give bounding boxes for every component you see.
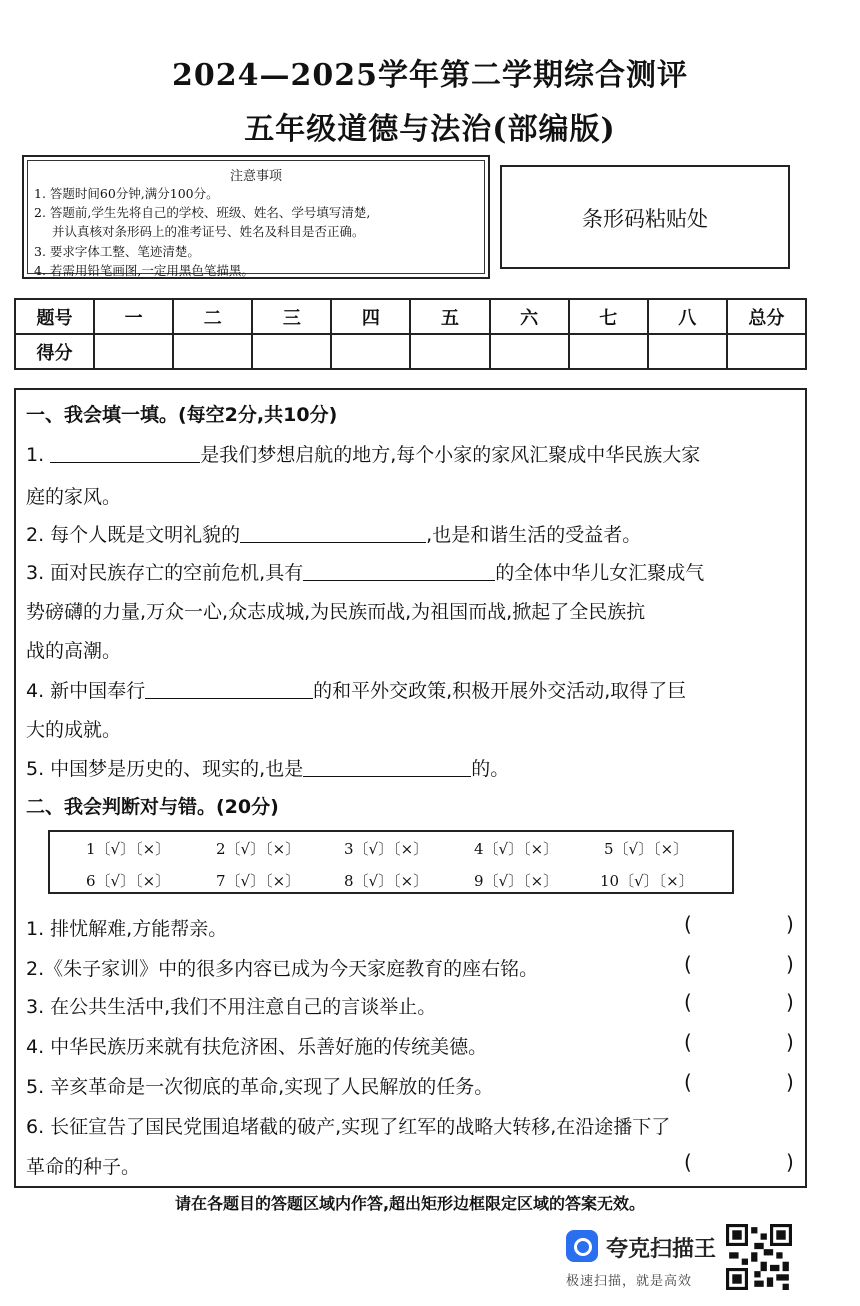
tf-paren-close: ): [786, 1070, 794, 1094]
score-col: 四: [331, 299, 410, 334]
watermark-brand: 夸克扫描王: [606, 1237, 717, 1262]
notice-box: [22, 155, 490, 279]
score-col: 总分: [727, 299, 806, 334]
footer-divider: [14, 1186, 807, 1188]
score-col: 一: [94, 299, 173, 334]
question-1-cont: 庭的家风。: [26, 486, 122, 508]
notice-line: 并认真核对条形码上的准考证号、姓名及科目是否正确。: [52, 224, 365, 239]
score-cell[interactable]: [173, 334, 252, 369]
q3-blank[interactable]: [303, 562, 495, 581]
question-3-cont: 势磅礴的力量,万众一心,众志成城,为民族而战,为祖国而战,掀起了全民族抗: [26, 601, 646, 623]
tf-answer-cell[interactable]: 4〔√〕〔×〕: [474, 840, 559, 858]
watermark-tagline: 极速扫描，就是高效: [566, 1274, 693, 1289]
tf-answer-cell[interactable]: 3〔√〕〔×〕: [344, 840, 429, 858]
score-col: 七: [569, 299, 648, 334]
tf-question-3: 3. 在公共生活中,我们不用注意自己的言谈举止。: [26, 996, 437, 1018]
tf-answer-cell[interactable]: 1〔√〕〔×〕: [86, 840, 171, 858]
score-table-header-row: [15, 299, 806, 334]
q2-text: 2. 每个人既是文明礼貌的: [26, 524, 241, 546]
barcode-area: [500, 165, 790, 269]
section1-heading: 一、我会填一填。(每空2分,共10分): [26, 404, 338, 426]
tf-paren-open: (: [684, 912, 692, 936]
score-cell[interactable]: [727, 334, 806, 369]
q4-text: 4. 新中国奉行: [26, 680, 146, 702]
tf-paren-open: (: [684, 1030, 692, 1054]
tf-answer-cell[interactable]: 7〔√〕〔×〕: [216, 872, 301, 890]
tf-question-1: 1. 排忧解难,方能帮亲。: [26, 918, 228, 940]
answer-region: [14, 388, 807, 1188]
tf-answer-cell[interactable]: 5〔√〕〔×〕: [604, 840, 689, 858]
tf-question-2: 2.《朱子家训》中的很多内容已成为今天家庭教育的座右铭。: [26, 958, 539, 980]
question-3: [26, 558, 704, 585]
q1-number: 1.: [26, 444, 45, 466]
tf-paren-open: (: [684, 990, 692, 1014]
notice-inner-frame: [27, 160, 485, 278]
score-row-header: 题号: [15, 299, 94, 334]
score-col: 六: [490, 299, 569, 334]
score-cell[interactable]: [331, 334, 410, 369]
tf-answer-box: [48, 830, 734, 894]
notice-line: 1. 答题时间60分钟,满分100分。: [34, 186, 219, 201]
q4-text-end: 的和平外交政策,积极开展外交活动,取得了巨: [313, 680, 687, 702]
score-cell[interactable]: [569, 334, 648, 369]
section2-heading: 二、我会判断对与错。(20分): [26, 796, 279, 818]
question-3-cont2: 战的高潮。: [26, 640, 122, 662]
q5-text-end: 的。: [471, 758, 510, 780]
score-table: [14, 298, 807, 370]
qr-code-icon: [726, 1224, 792, 1290]
notice-line: 3. 要求字体工整、笔迹清楚。: [34, 244, 200, 259]
tf-answer-cell[interactable]: 10〔√〕〔×〕: [600, 872, 694, 890]
question-5: [26, 754, 509, 781]
score-col: 五: [410, 299, 489, 334]
tf-question-6-cont: 革命的种子。: [26, 1156, 141, 1178]
q1-blank[interactable]: [50, 444, 200, 463]
score-cell[interactable]: [94, 334, 173, 369]
score-cell[interactable]: [648, 334, 727, 369]
score-col: 八: [648, 299, 727, 334]
tf-paren-close: ): [786, 952, 794, 976]
tf-question-4: 4. 中华民族历来就有扶危济困、乐善好施的传统美德。: [26, 1036, 488, 1058]
tf-paren-close: ): [786, 1150, 794, 1174]
page-title: 2024—2025学年第二学期综合测评: [172, 58, 688, 93]
tf-answer-cell[interactable]: 8〔√〕〔×〕: [344, 872, 429, 890]
score-table-score-row: [15, 334, 806, 369]
barcode-label: 条形码粘贴处: [582, 207, 708, 231]
tf-paren-close: ): [786, 990, 794, 1014]
q2-blank[interactable]: [240, 524, 426, 543]
question-1: [26, 440, 700, 467]
tf-answer-cell[interactable]: 2〔√〕〔×〕: [216, 840, 301, 858]
tf-paren-close: ): [786, 912, 794, 936]
tf-answer-cell[interactable]: 9〔√〕〔×〕: [474, 872, 559, 890]
score-row-label: 得分: [15, 334, 94, 369]
q1-text: 是我们梦想启航的地方,每个小家的家风汇聚成中华民族大家: [200, 444, 701, 466]
notice-line: 4. 若需用铅笔画图,一定用黑色笔描黑。: [34, 263, 254, 278]
page-subtitle: 五年级道德与法治(部编版): [244, 112, 616, 147]
q5-text: 5. 中国梦是历史的、现实的,也是: [26, 758, 304, 780]
score-cell[interactable]: [252, 334, 331, 369]
question-4-cont: 大的成就。: [26, 719, 122, 741]
q3-text: 3. 面对民族存亡的空前危机,具有: [26, 562, 304, 584]
tf-paren-open: (: [684, 1150, 692, 1174]
tf-paren-open: (: [684, 952, 692, 976]
q4-blank[interactable]: [145, 680, 313, 699]
tf-answer-cell[interactable]: 6〔√〕〔×〕: [86, 872, 171, 890]
quark-scan-icon: [566, 1230, 598, 1262]
score-col: 三: [252, 299, 331, 334]
notice-title: 注意事项: [229, 169, 282, 184]
q2-text-end: ,也是和谐生活的受益者。: [426, 524, 642, 546]
tf-question-5: 5. 辛亥革命是一次彻底的革命,实现了人民解放的任务。: [26, 1076, 494, 1098]
score-cell[interactable]: [410, 334, 489, 369]
q5-blank[interactable]: [303, 758, 471, 777]
question-2: [26, 520, 641, 547]
tf-paren-close: ): [786, 1030, 794, 1054]
question-4: [26, 676, 686, 703]
notice-line: 2. 答题前,学生先将自己的学校、班级、姓名、学号填写清楚,: [34, 205, 371, 220]
tf-paren-open: (: [684, 1070, 692, 1094]
score-col: 二: [173, 299, 252, 334]
score-cell[interactable]: [490, 334, 569, 369]
tf-question-6: 6. 长征宣告了国民党围追堵截的破产,实现了红军的战略大转移,在沿途播下了: [26, 1116, 671, 1138]
q3-text-end: 的全体中华儿女汇聚成气: [495, 562, 705, 584]
footer-note: 请在各题目的答题区域内作答,超出矩形边框限定区域的答案无效。: [174, 1194, 646, 1213]
